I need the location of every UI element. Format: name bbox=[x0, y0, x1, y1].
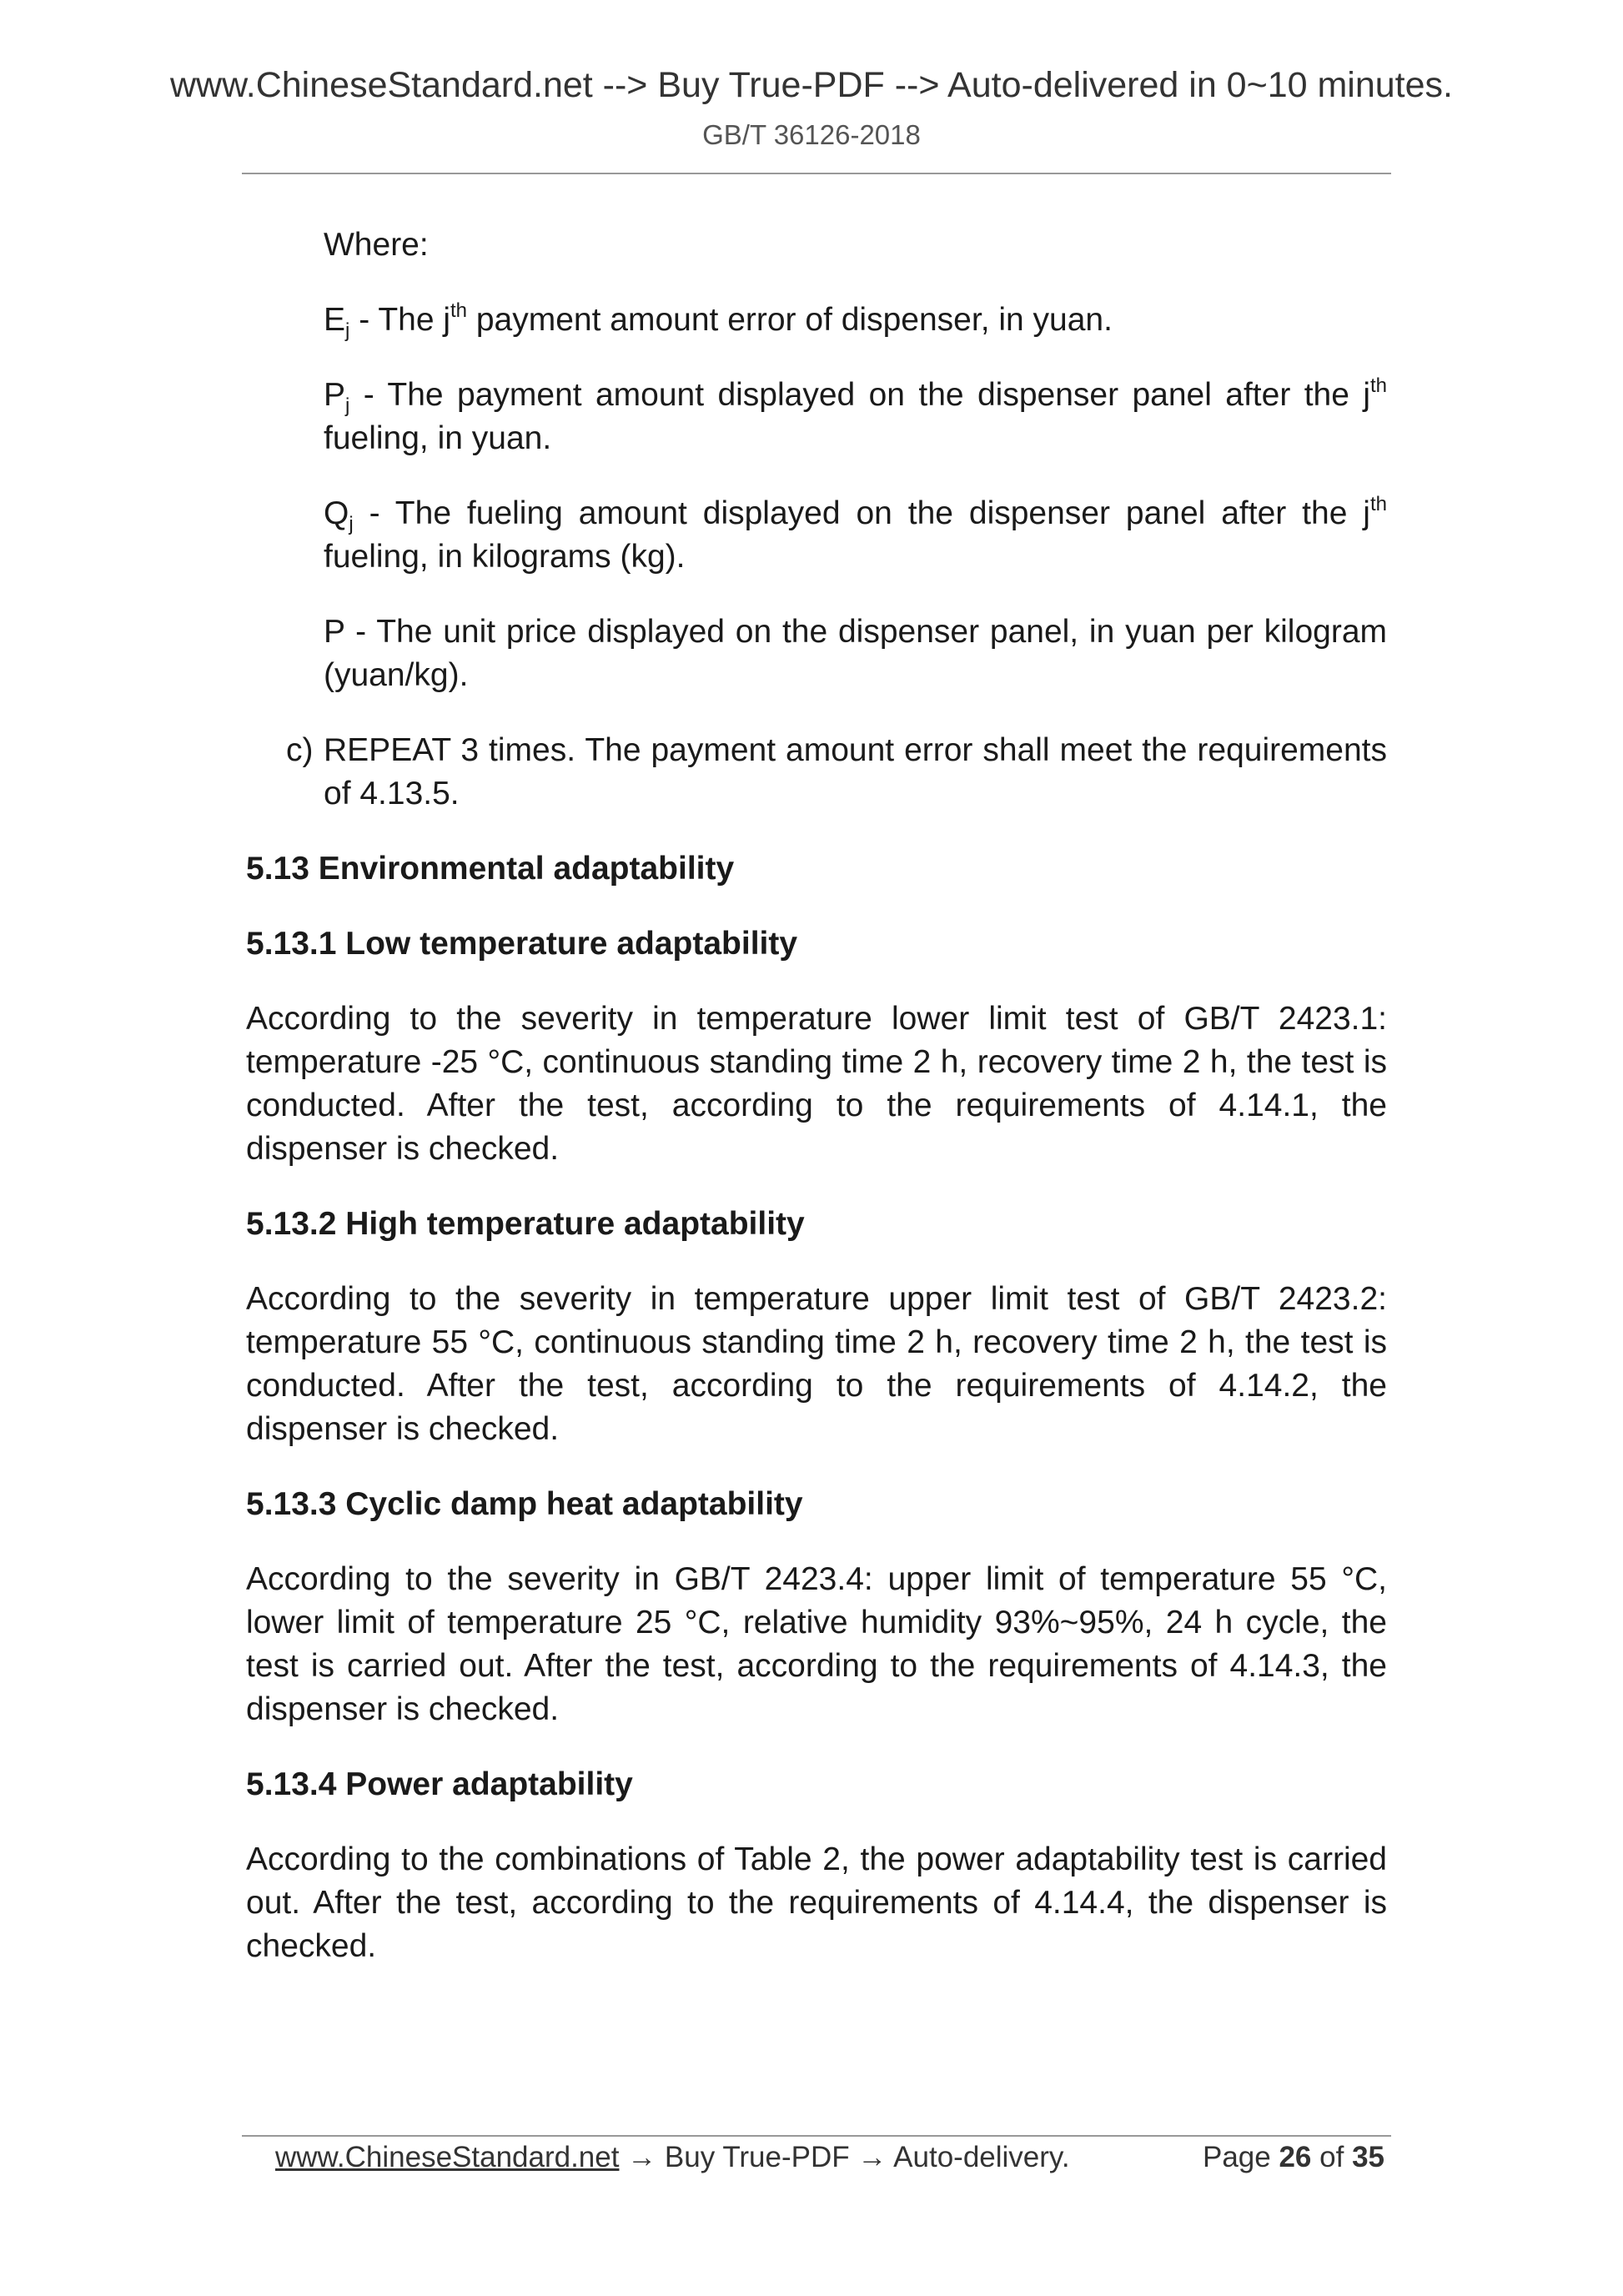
section-heading-5-13-1: 5.13.1 Low temperature adaptability bbox=[246, 926, 798, 962]
page-number: 26 bbox=[1279, 2141, 1312, 2173]
definition-ej: $E_j$ - The $j^{th}$ payment amount error of dispenser, in yuan. bbox=[324, 299, 1113, 342]
section-heading-5-13-2: 5.13.2 High temperature adaptability bbox=[246, 1206, 805, 1242]
section-heading-5-13-4: 5.13.4 Power adaptability bbox=[246, 1766, 633, 1802]
footer-left: www.ChineseStandard.net → Buy True-PDF → Auto-delivery. bbox=[275, 2141, 1070, 2173]
footer-divider bbox=[242, 2135, 1391, 2137]
list-marker: c) bbox=[286, 732, 314, 768]
definition-p: P - The unit price displayed on the dispenser panel, in yuan per kilogram (yuan/kg). bbox=[324, 614, 1387, 693]
definition-qj: $Q_j$ - The fueling amount displayed on the dispenser panel after the $j^{th}$ fueling, in kilograms (kg). bbox=[324, 493, 1387, 575]
definition-pj: $P_j$ - The payment amount displayed on the dispenser panel after the $j^{th}$ fueling, in yuan. bbox=[324, 374, 1387, 456]
page-indicator: Page 26 of 35 bbox=[1202, 2141, 1384, 2173]
section-heading-5-13-3: 5.13.3 Cyclic damp heat adaptability bbox=[246, 1486, 803, 1522]
footer bbox=[275, 2141, 1384, 2174]
page-content bbox=[246, 224, 1387, 2000]
paragraph-5-13-1: According to the severity in temperature lower limit test of GB/T 2423.1: temperature -25 °C, continuous standing time 2 h, recovery time 2 h, the test is conducted. After the test, according to the requirements of 4.14.1, the dispenser is checked. bbox=[246, 1001, 1387, 1167]
page-total: 35 bbox=[1352, 2141, 1384, 2173]
header-title: www.ChineseStandard.net --> Buy True-PDF --> Auto-delivered in 0~10 minutes. bbox=[169, 65, 1453, 105]
paragraph-5-13-4: According to the combinations of Table 2, the power adaptability test is carried out. After the test, according to the requirements of 4.14.4, the dispenser is checked. bbox=[246, 1841, 1387, 1964]
footer-link[interactable]: www.ChineseStandard.net bbox=[275, 2141, 620, 2173]
header-divider bbox=[242, 173, 1391, 174]
where-label: Where: bbox=[324, 227, 429, 263]
section-heading-5-13: 5.13 Environmental adaptability bbox=[246, 851, 735, 887]
list-item-text: REPEAT 3 times. The payment amount error shall meet the requirements of 4.13.5. bbox=[324, 732, 1387, 811]
paragraph-5-13-3: According to the severity in GB/T 2423.4: upper limit of temperature 55 °C, lower limit of temperature 25 °C, relative humidity 93%~95%, 24 h cycle, the test is carried out. After the test, according to the requirements of 4.14.3, the dispenser is checked. bbox=[246, 1561, 1387, 1727]
list-item-c bbox=[286, 729, 1387, 816]
standard-number: GB/T 36126-2018 bbox=[702, 119, 921, 150]
paragraph-5-13-2: According to the severity in temperature upper limit test of GB/T 2423.2: temperature 55 °C, continuous standing time 2 h, recovery time 2 h, the test is conducted. After the test, according to the requirements of 4.14.2, the dispenser is checked. bbox=[246, 1281, 1387, 1447]
